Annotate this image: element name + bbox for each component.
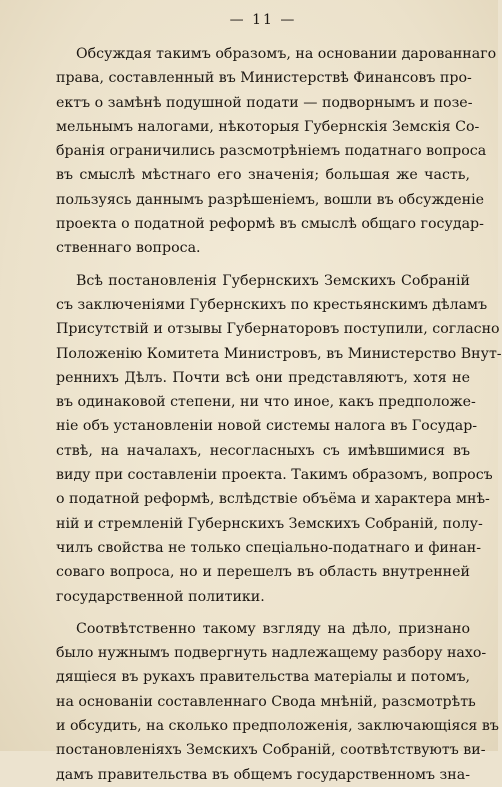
text-line: дамъ правительства въ общемъ государственномъ зна- [56, 766, 470, 783]
text-line: ствѣ, на началахъ, несогласныхъ съ имѣвшимися въ [56, 442, 470, 459]
text-line: ектъ о замѣнѣ подушной подати — подворнымъ и позе- [56, 94, 473, 111]
text-line: съ заключеніями Губернскихъ по крестьянскимъ дѣламъ [56, 296, 488, 313]
text-line: проекта о податной реформѣ въ смыслѣ общаго государ- [56, 216, 484, 233]
text-line: и обсудить, на сколько предположенія, заключающіяся въ [56, 718, 499, 735]
text-line: мельнымъ налогами, нѣкоторыя Губернскія Земскія Со- [56, 118, 480, 135]
paragraph-1 [56, 42, 497, 261]
text-line: государственной политики. [56, 588, 265, 605]
text-line: въ смыслѣ мѣстнаго его значенія; большая же часть, [56, 167, 470, 184]
text-line: было нужнымъ подвергнуть надлежащему разбору нахо- [56, 645, 487, 662]
text-line: постановленіяхъ Земскихъ Собраній, соотвѣтствуютъ ви- [56, 742, 486, 759]
text-line: права, составленный въ Министерствѣ Финансовъ про- [56, 70, 472, 87]
text-line: пользуясь даннымъ разрѣшеніемъ, вошли въ обсужденіе [56, 191, 485, 208]
text-line: Положенію Комитета Министровъ, въ Министерство Внут- [56, 345, 502, 362]
text-line: о податной реформѣ, вслѣдствіе объёма и характера мнѣ- [56, 491, 490, 508]
text-line: ній и стремленій Губернскихъ Земскихъ Собраній, полу- [56, 515, 483, 532]
text-line: Присутствій и отзывы Губернаторовъ поступили, согласно [56, 321, 500, 338]
text-line: бранія ограничились разсмотрѣніемъ податнаго вопроса [56, 143, 487, 160]
text-line: въ одинаковой степени, ни что иное, какъ предположе- [56, 394, 476, 411]
paragraph-2 [56, 269, 502, 609]
page-number: — 11 — [229, 12, 297, 28]
text-line: реннихъ Дѣлъ. Почти всѣ они представляютъ, хотя не [56, 369, 470, 386]
text-line: соваго вопроса, но и перешелъ въ область внутренней [56, 564, 470, 581]
text-line: на основаніи составленнаго Свода мнѣній, разсмотрѣть [56, 693, 476, 710]
text-line: ственнаго вопроса. [56, 240, 201, 257]
text-line: Обсуждая такимъ образомъ, на основании дарованнаго [76, 46, 497, 62]
text-line: ніе объ установленіи новой системы налога въ Государ- [56, 418, 478, 435]
text-line: Всѣ постановленія Губернскихъ Земскихъ Собраній [76, 272, 470, 289]
paragraph-3 [56, 617, 499, 787]
text-line: дящіеся въ рукахъ правительства матеріалы и потомъ, [56, 669, 470, 686]
text-line: Соотвѣтственно такому взгляду на дѣло, признано [76, 620, 470, 637]
text-line: чилъ свойства не только спеціально-податнаго и финан- [56, 539, 482, 556]
text-line: виду при составленіи проекта. Такимъ образомъ, вопросъ [56, 467, 493, 484]
